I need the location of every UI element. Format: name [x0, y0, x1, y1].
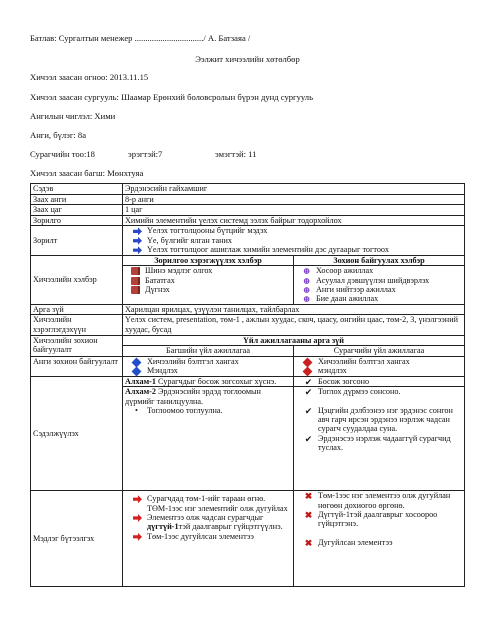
table-row: [31, 194, 465, 205]
check-mark-icon: ✔: [304, 405, 313, 416]
objective-list: [123, 226, 465, 255]
list-item: [125, 226, 462, 235]
red-arrow-icon: [133, 495, 142, 503]
method-label: Арга зүй: [31, 304, 123, 315]
objective-item: Үелэх тогтолцооны бүтцийг мэдэх: [147, 226, 268, 236]
knowledge-teacher: [123, 491, 294, 587]
list-item: [125, 532, 291, 541]
list-item: [296, 510, 462, 529]
motivation-step2: [123, 387, 294, 491]
topic-value: Эрдэнэсийн гайхамшиг: [123, 184, 465, 195]
blue-arrow-icon: [133, 237, 142, 245]
blue-arrow-icon: [133, 227, 142, 235]
list-item: [123, 276, 293, 285]
class-org-item: Хичээлийн бэлтгэл хангах: [147, 356, 239, 366]
step1-text: Сурагчдыг босож зогсохыг хүснэ.: [155, 376, 277, 386]
assessment-col2: [294, 255, 465, 304]
red-diamond-icon: [303, 367, 313, 376]
step2-text: Эрдэнэсийн эрдэд тоглоомын дүрмийг танилцуулна.: [125, 387, 261, 406]
book-icon: [131, 267, 140, 275]
list-item: [296, 357, 462, 366]
table-row: [31, 226, 465, 255]
assessment-item: Дүгнэх: [145, 285, 170, 294]
motivation-label: Сэдэлжүүлэх: [31, 376, 123, 491]
step2-bullet: • Тоглоомоо тоглуулна.: [125, 406, 291, 416]
class-org-item: мэндлэх: [318, 366, 347, 376]
assessment-item: Бататгах: [145, 275, 175, 285]
students-male: эрэгтэй:7: [128, 149, 163, 159]
red-x-icon: ✖: [304, 491, 313, 502]
list-item: [294, 266, 464, 275]
knowledge-student-item: Төм-1ээс нэг элементээ олж дугуйлан нөгөөн дохиогоо өргөнө.: [318, 491, 451, 510]
knowledge-label: Мэдлэг бүтээлгэх: [31, 491, 123, 587]
table-row: [31, 335, 465, 346]
assessment-item: Асуулал дэвшүүлэн шийдвэрлэх: [316, 275, 430, 285]
list-item: [125, 236, 462, 245]
knowledge-teacher-item: Элементээ олж чадсан сурагчдыг дүгтүй-1тэй даалгаврыг гүйцэтгүүлнэ.: [147, 513, 283, 532]
assessment-col1: [123, 255, 294, 304]
motivation-step1: [123, 376, 294, 387]
assessment-item: Анги нийтээр ажиллах: [316, 285, 396, 294]
table-row: [31, 215, 465, 226]
list-item: [125, 366, 291, 375]
subject: Ангилын чиглэл: Хими: [30, 111, 116, 121]
table-row: [31, 184, 465, 195]
assessment-label: Хичээлийн хэлбэр: [31, 255, 123, 304]
check-mark-icon: ✔: [304, 387, 313, 398]
motivation-step1-student: [294, 376, 465, 387]
step2-student-text: Тоглох дүрмээ сонсоно.: [318, 387, 401, 397]
list-item: [125, 357, 291, 366]
red-x-icon: ✖: [304, 537, 313, 548]
class-label: Заах анги: [31, 194, 123, 205]
assessment-item: Шинэ мэдлэг олгох: [145, 266, 213, 276]
lesson-date: Хичээл заасан огноо: 2013.11.15: [30, 72, 149, 82]
assessment-col2-title: Зохион байгуулах хэлбэр: [294, 256, 464, 267]
step1-student-text: Босож зогсоно: [318, 376, 370, 386]
list-item: [296, 434, 462, 453]
topic-label: Сэдэв: [31, 184, 123, 195]
student-column-header: Сурагчийн үйл ажиллагаа: [294, 346, 465, 357]
plus-circle-icon: ⊕: [302, 266, 311, 277]
check-mark-icon: ✔: [304, 433, 313, 444]
plus-circle-icon: ⊕: [302, 294, 311, 305]
list-item: [125, 245, 462, 254]
knowledge-student: [294, 491, 465, 587]
knowledge-teacher-item: Төм-1ээс дугуйлсан элементээ: [147, 531, 254, 541]
materials-value: Үелэх систем, presentation, төм-1 , ажлын хуудас, скоч, цаасу, онгийн цаас, төм-2, 3, үнэлгээний хуудас, бусад: [123, 315, 465, 335]
method-value: Харилцан ярилцах, үзүүлэн танилцах, тайлбарлах: [123, 304, 465, 315]
list-item: [125, 494, 291, 513]
class-org-teacher: [123, 356, 294, 376]
list-item: [294, 276, 464, 285]
plus-circle-icon: ⊕: [302, 275, 311, 286]
objective-item: Үелэх тогтолцоог ашиглаж химийн элементийн дэс дугаарыг тогтоох: [147, 245, 389, 255]
list-item: [294, 285, 464, 294]
students-total: Сурагчийн тоо:18: [30, 149, 95, 159]
organization-title: Үйл ажиллагааны арга зүй: [123, 335, 465, 346]
check-mark-icon: ✔: [304, 376, 313, 387]
motivation-step2-student: [294, 387, 465, 491]
time-label: Заах цаг: [31, 205, 123, 216]
teacher-name: Хичээл заасан багш: Мөнхтуяа: [30, 168, 144, 178]
list-item: [123, 266, 293, 275]
assessment-col1-title: Зорилгоо хэрэгжүүлэх хэлбэр: [123, 256, 293, 267]
approval-line: Батлав: Сургалтын менежер ................................/ А. Батзаяа /: [30, 33, 251, 43]
objective-item: Үе, бүлгийг ялган таних: [147, 235, 232, 245]
table-row: [31, 255, 465, 304]
assessment-item: Хосоор ажиллах: [316, 266, 374, 276]
red-arrow-icon: [133, 514, 142, 522]
list-item: [296, 377, 462, 386]
class-value: 8-р анги: [123, 194, 465, 205]
goal-value: Химийн элементийн үелэх системд ээлэх байрыг тодорхойлох: [123, 215, 465, 226]
table-row: [31, 356, 465, 376]
table-row: [31, 491, 465, 587]
class-org-item: Хичээлийн бэлтгэл хангах: [318, 356, 410, 366]
document-title: Ээлжит хичээлийн хөтөлбөр: [195, 54, 300, 64]
lesson-table: [30, 183, 465, 587]
table-row: [31, 304, 465, 315]
list-item: [296, 491, 462, 510]
grade: Анги, бүлэг: 8а: [30, 130, 87, 140]
student-count: [30, 149, 257, 159]
teacher-column-header: Багшийн үйл ажиллагаа: [123, 346, 294, 357]
time-value: 1 цаг: [123, 205, 465, 216]
worksheet-name: дүгтүй-1: [147, 522, 179, 532]
table-row: [31, 315, 465, 335]
list-item: [294, 294, 464, 303]
list-item: [296, 406, 462, 434]
assessment-item: Бие даан ажиллах: [316, 294, 379, 304]
class-org-student: [294, 356, 465, 376]
blue-arrow-icon: [133, 246, 142, 254]
goal-label: Зорилго: [31, 215, 123, 226]
knowledge-student-item: Дүгтүй-1тэй даалгаврыг хосоороо гүйцэтгэнэ.: [318, 510, 438, 529]
list-item: [123, 285, 293, 294]
objective-label: Зорилт: [31, 226, 123, 255]
blue-diamond-icon: [132, 367, 142, 376]
list-item: [125, 513, 291, 532]
table-row: [31, 376, 465, 387]
table-row: [31, 205, 465, 216]
list-item: [296, 538, 462, 547]
plus-circle-icon: ⊕: [302, 285, 311, 295]
organization-label: Хичээлийн зохион байгуулалт: [31, 335, 123, 356]
red-arrow-icon: [133, 533, 142, 541]
knowledge-student-item: Дугуйлсан элементээ: [318, 537, 393, 547]
knowledge-teacher-item: Сурагчдад төм-1-ийг тараан өгнө. ТӨМ-1ээс нэг элементийг олж дугуйлах: [147, 494, 288, 513]
step2-student-text: Эрдэнэсээ нэрлэж чадааггүй сурагчид туслах.: [318, 433, 451, 453]
list-item: [296, 387, 462, 396]
list-item: [296, 366, 462, 375]
step1-title: Алхам-1: [125, 376, 156, 386]
book-icon: [131, 277, 140, 285]
school-name: Хичээл заасан сургууль: Шаамар Ерөнхий боловсролын бүрэн дунд сургууль: [30, 92, 313, 102]
red-x-icon: ✖: [304, 510, 313, 520]
class-org-label: Анги зохион байгуулалт: [31, 356, 123, 376]
step2-student-text: Цэцгийн дэлбээнээ нэг эрдэнэс сонгон авч гарч ирсэн эрдэнээ нэрлэж чадсан сурагч суудалдаа суна.: [318, 405, 453, 434]
class-org-item: Мэндлэх: [147, 366, 178, 376]
book-icon: [131, 286, 140, 294]
materials-label: Хичээлийн хэрэглэгдэхүүн: [31, 315, 123, 335]
students-female: эмэгтэй: 11: [215, 149, 257, 159]
step2-title: Алхам-2: [125, 387, 156, 397]
